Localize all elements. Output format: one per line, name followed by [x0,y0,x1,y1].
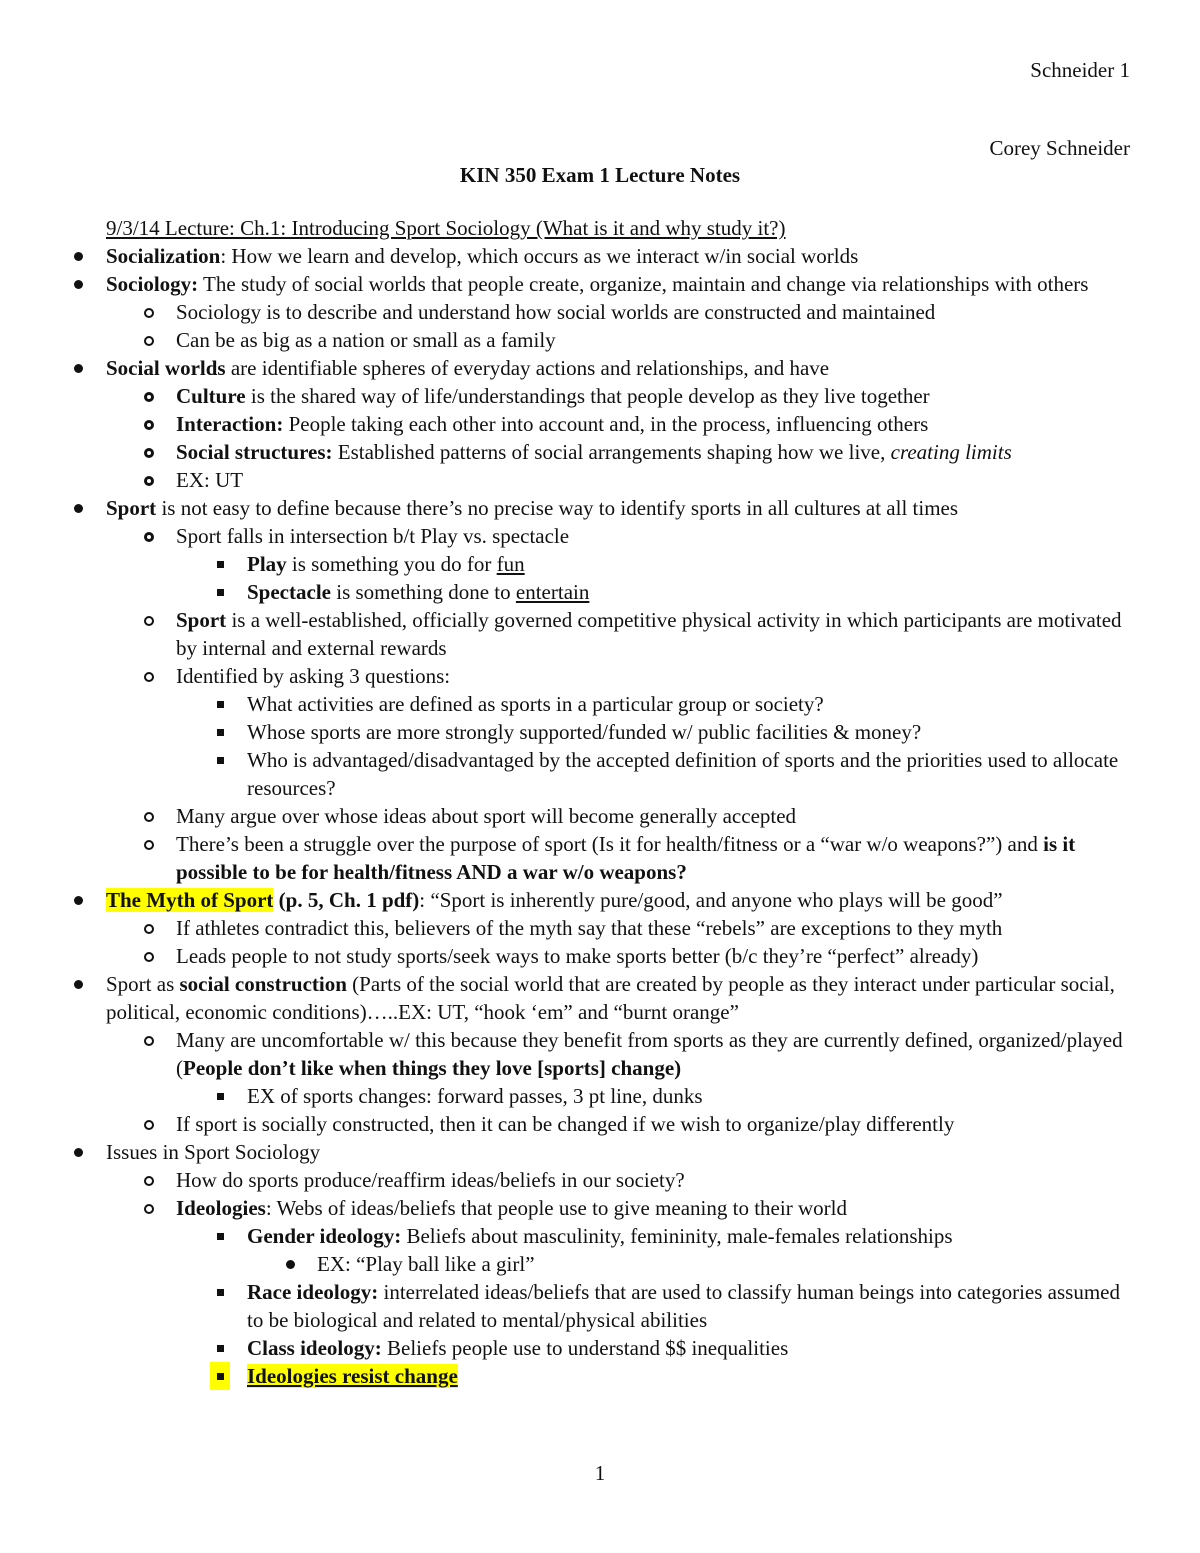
list-text: There’s been a struggle over the purpose of sport (Is it for health/fitness or a “war w/o weapons?”) and [176,832,1044,856]
filled-bullet-icon [286,1260,295,1269]
emphasis: People don’t like when things they love [sports] change) [183,1056,682,1080]
list-item [0,382,1200,410]
list-text: Many are uncomfortable w/ this because they benefit from sports as they are currently defined, organized/played ( [176,1028,1123,1080]
list-text: If athletes contradict this, believers of the myth say that these “rebels” are exceptions to they myth [176,916,1003,940]
term: Class ideology: [247,1336,382,1360]
list-item [0,970,1200,1026]
filled-bullet-icon [74,1148,83,1157]
list-item [0,942,1200,970]
list-item [0,1362,1200,1390]
definition: is something done to [330,580,516,604]
definition: is not easy to define because there’s no precise way to identify sports in all cultures at all times [156,496,959,520]
list-item [0,1138,1200,1166]
list-text: Identified by asking 3 questions: [176,664,451,688]
square-bullet-icon [217,1289,224,1296]
hollow-bullet-icon [144,1120,154,1130]
list-item [0,1278,1200,1334]
definition: is the shared way of life/understandings that people develop as they live together [245,384,930,408]
hollow-bullet-icon [144,924,154,934]
definition: Established patterns of social arrangements shaping how we live, [332,440,891,464]
lecture-notes [0,214,1200,1390]
list-item [0,298,1200,326]
list-item [0,662,1200,690]
term: Interaction: [176,412,284,436]
square-bullet-icon [217,729,224,736]
page-header-label: Schneider 1 [1030,58,1130,82]
hollow-bullet-icon [144,1036,154,1046]
highlighted-term: The Myth of Sport [106,888,274,912]
filled-bullet-icon [74,980,83,989]
hollow-bullet-icon [144,672,154,682]
square-bullet-icon [217,757,224,764]
hollow-bullet-icon [144,532,154,542]
list-item [0,1166,1200,1194]
list-text: Many argue over whose ideas about sport will become generally accepted [176,804,797,828]
list-item [0,1110,1200,1138]
list-item [0,466,1200,494]
hollow-bullet-icon [144,336,154,346]
list-item [0,242,1200,270]
term: Race ideology: [247,1280,379,1304]
term: Gender ideology: [247,1224,402,1248]
list-text: If sport is socially constructed, then it can be changed if we wish to organize/play differently [176,1112,955,1136]
list-text: Sociology is to describe and understand how social worlds are constructed and maintained [176,300,936,324]
square-bullet-icon [217,1373,224,1380]
list-item [0,746,1200,802]
list-item [0,830,1200,886]
list-item [0,410,1200,438]
term: Play [247,552,287,576]
list-item [0,1026,1200,1082]
page-number: 1 [594,1461,606,1485]
list-text: Issues in Sport Sociology [106,1140,321,1164]
filled-bullet-icon [74,252,83,261]
filled-bullet-icon [74,504,83,513]
list-text: Sport as [106,972,180,996]
list-item [0,1250,1200,1278]
list-item [0,270,1200,298]
list-text: Who is advantaged/disadvantaged by the accepted definition of sports and the priorities used to allocate resources? [247,748,1119,800]
list-text: EX of sports changes: forward passes, 3 pt line, dunks [247,1084,703,1108]
definition: : How we learn and develop, which occurs as we interact w/in social worlds [220,244,859,268]
list-item [0,718,1200,746]
term: social construction [179,972,347,996]
term: Sport [176,608,227,632]
term: Socialization [106,244,221,268]
hollow-bullet-icon [144,392,154,402]
list-text: EX: “Play ball like a girl” [317,1252,535,1276]
list-text: Leads people to not study sports/seek ways to make sports better (b/c they’re “perfect” already) [176,944,979,968]
emphasis: fun [496,552,525,576]
hollow-bullet-icon [144,1204,154,1214]
document-title: KIN 350 Exam 1 Lecture Notes [459,163,741,187]
list-item [0,326,1200,354]
list-item [0,606,1200,662]
hollow-bullet-icon [144,420,154,430]
hollow-bullet-icon [144,448,154,458]
square-bullet-icon [217,1093,224,1100]
filled-bullet-icon [74,896,83,905]
list-text: What activities are defined as sports in a particular group or society? [247,692,824,716]
definition: (Parts of the social world that are created by people as they interact under particular social, political, economic conditions)…..EX: UT, “hook ‘em” and “burnt orange” [106,972,1115,1024]
square-bullet-icon [217,561,224,568]
list-item [0,354,1200,382]
list-text: Whose sports are more strongly supported/funded w/ public facilities & money? [247,720,922,744]
page-reference: (p. 5, Ch. 1 pdf) [273,888,420,912]
list-item [0,1222,1200,1250]
list-item [0,886,1200,914]
list-item [0,1334,1200,1362]
hollow-bullet-icon [144,308,154,318]
list-text: Can be as big as a nation or small as a family [176,328,556,352]
lecture-heading-row [0,214,1200,242]
square-bullet-icon [217,589,224,596]
definition: : “Sport is inherently pure/good, and anyone who plays will be good” [419,888,1003,912]
list-item [0,550,1200,578]
term: Ideologies [176,1196,266,1220]
hollow-bullet-icon [144,840,154,850]
definition: People taking each other into account and, in the process, influencing others [283,412,929,436]
list-item [0,914,1200,942]
list-item [0,494,1200,522]
definition: interrelated ideas/beliefs that are used to classify human beings into categories assumed to be biological and related to mental/physical abilities [247,1280,1120,1332]
list-item [0,578,1200,606]
highlighted-term: Ideologies resist change [247,1364,458,1388]
definition: is a well-established, officially governed competitive physical activity in which participants are motivated by internal and external rewards [176,608,1122,660]
filled-bullet-icon [74,280,83,289]
definition: is something you do for [286,552,497,576]
list-item [0,438,1200,466]
square-bullet-icon [217,701,224,708]
lecture-heading: 9/3/14 Lecture: Ch.1: Introducing Sport Sociology (What is it and why study it?) [106,216,786,240]
list-text: How do sports produce/reaffirm ideas/beliefs in our society? [176,1168,685,1192]
list-item [0,1194,1200,1222]
term: Culture [176,384,246,408]
square-bullet-icon [217,1345,224,1352]
definition: The study of social worlds that people create, organize, maintain and change via relationships with others [198,272,1089,296]
emphasis: is it possible to be for health/fitness AND a war w/o weapons? [176,832,1076,884]
hollow-bullet-icon [144,812,154,822]
list-text: EX: UT [176,468,244,492]
emphasis: creating limits [890,440,1012,464]
hollow-bullet-icon [144,1176,154,1186]
term: Social structures: [176,440,333,464]
term: Sport [106,496,157,520]
list-text: Sport falls in intersection b/t Play vs. spectacle [176,524,570,548]
term: Spectacle [247,580,331,604]
hollow-bullet-icon [144,616,154,626]
emphasis: entertain [515,580,590,604]
list-item [0,522,1200,550]
term: Social worlds [106,356,226,380]
list-item [0,690,1200,718]
definition: : Webs of ideas/beliefs that people use to give meaning to their world [265,1196,847,1220]
author-name: Corey Schneider [989,136,1130,160]
hollow-bullet-icon [144,952,154,962]
term: Sociology: [106,272,199,296]
list-item [0,802,1200,830]
hollow-bullet-icon [144,476,154,486]
definition: are identifiable spheres of everyday actions and relationships, and have [225,356,830,380]
definition: Beliefs about masculinity, femininity, male-females relationships [401,1224,953,1248]
filled-bullet-icon [74,364,83,373]
definition: Beliefs people use to understand $$ inequalities [381,1336,789,1360]
list-item [0,1082,1200,1110]
square-bullet-icon [217,1233,224,1240]
